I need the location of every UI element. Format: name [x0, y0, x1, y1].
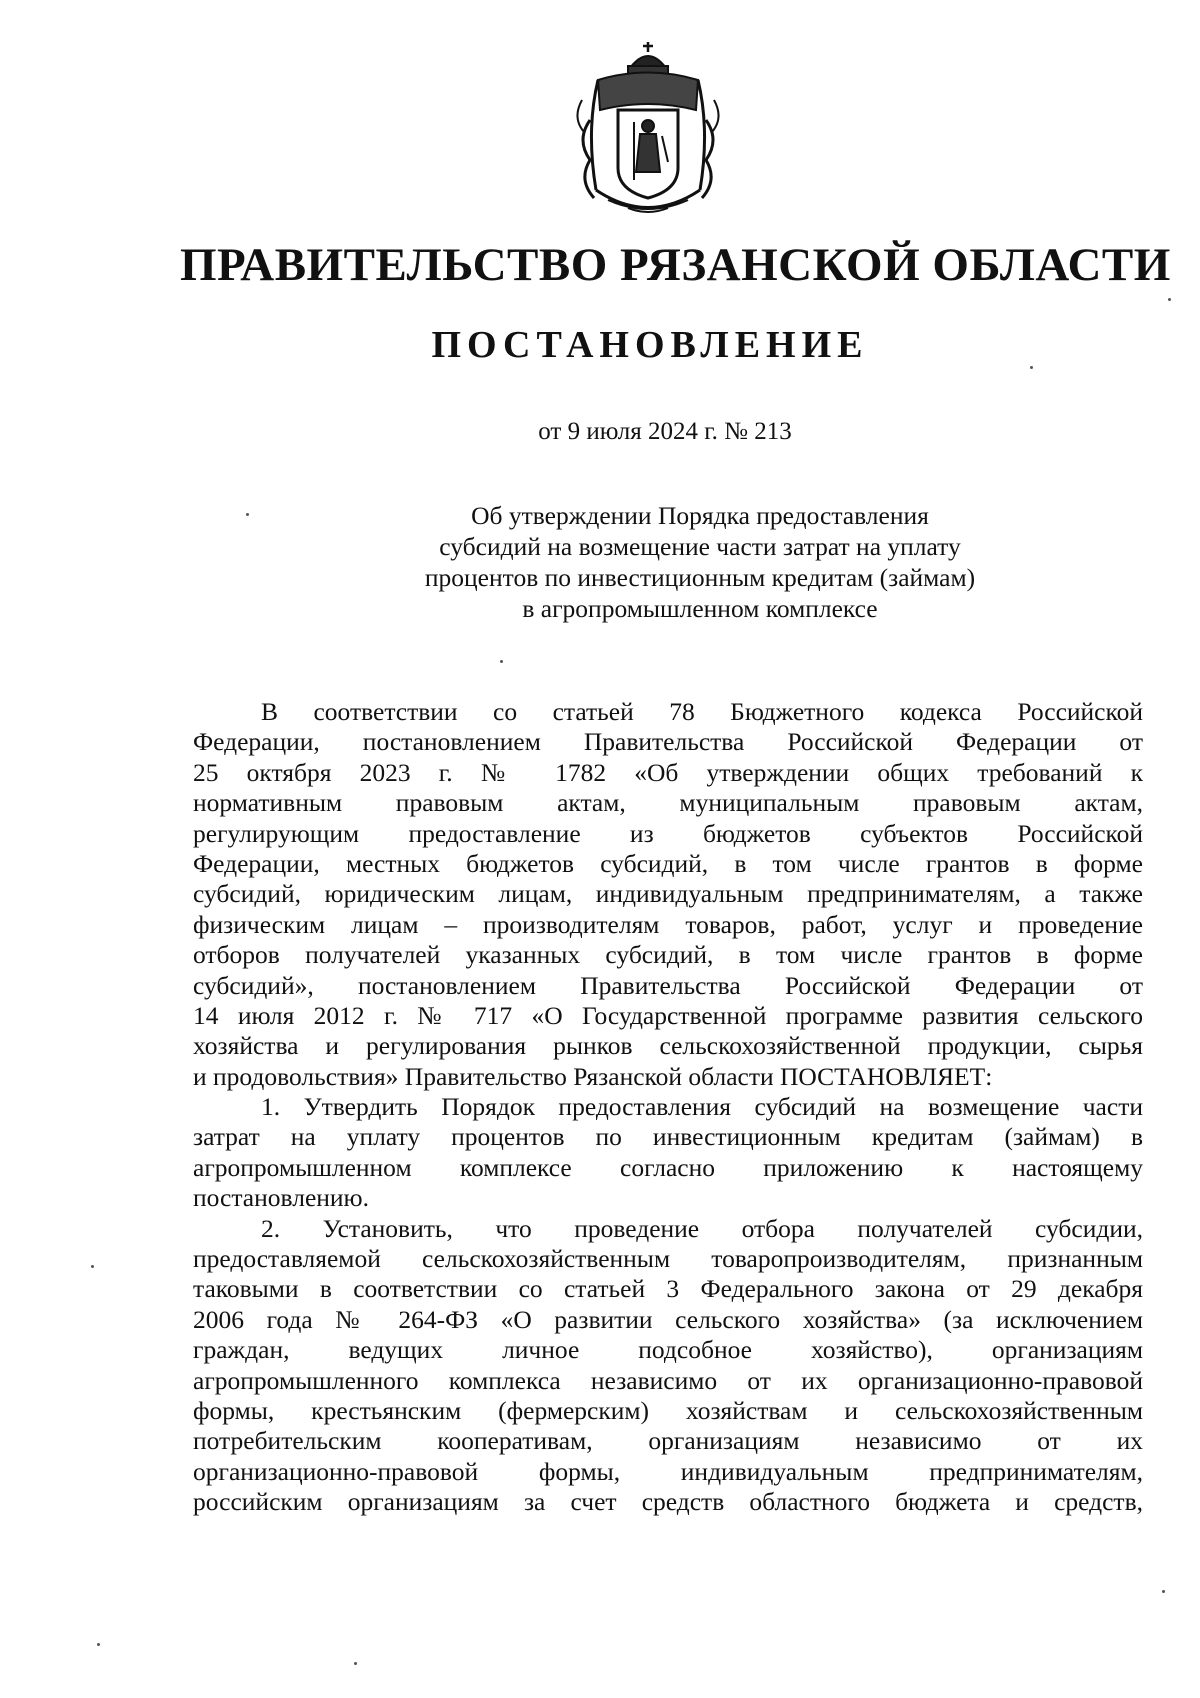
body-line: физическим лицам – производителям товаров, работ, услуг и проведение: [193, 909, 1143, 939]
subject-line: в агропромышленном комплексе: [522, 594, 878, 623]
body-line: организационно-правовой формы, индивидуальным предпринимателям,: [193, 1456, 1143, 1486]
document-date-number: от 9 июля 2024 г. № 213: [538, 418, 792, 445]
body-line: хозяйства и регулирования рынков сельскохозяйственной продукции, сырья: [193, 1031, 1143, 1061]
body-line: 14 июля 2012 г. № 717 «О Государственной программе развития сельского: [193, 1000, 1143, 1030]
body-line: нормативным правовым актам, муниципальным правовым актам,: [193, 788, 1143, 818]
body-line: отборов получателей указанных субсидий, в том числе грантов в форме: [193, 940, 1143, 970]
body-line: постановлению.: [193, 1183, 369, 1213]
body-line: затрат на уплату процентов по инвестиционным кредитам (займам) в: [193, 1122, 1143, 1152]
scan-speck: [1162, 1590, 1165, 1593]
body-line: 2006 года № 264-ФЗ «О развитии сельского хозяйства» (за исключением: [193, 1304, 1143, 1334]
body-line: таковыми в соответствии со статьей 3 Федерального закона от 29 декабря: [193, 1274, 1143, 1304]
body-line: агропромышленного комплекса независимо от их организационно-правовой: [193, 1365, 1143, 1395]
body-line: Федерации, постановлением Правительства Российской Федерации от: [193, 727, 1143, 757]
government-title: ПРАВИТЕЛЬСТВО РЯЗАНСКОЙ ОБЛАСТИ: [180, 239, 1171, 291]
body-line: субсидий», постановлением Правительства Российской Федерации от: [193, 970, 1143, 1000]
body-line: предоставляемой сельскохозяйственным товаропроизводителям, признанным: [193, 1244, 1143, 1274]
body-line: 1. Утвердить Порядок предоставления субсидий на возмещение части: [261, 1092, 1143, 1122]
scan-speck: [1030, 366, 1033, 369]
body-line: субсидий, юридическим лицам, индивидуальным предпринимателям, а также: [193, 879, 1143, 909]
scan-speck: [500, 660, 503, 663]
scan-speck: [97, 1643, 100, 1646]
body-line: формы, крестьянским (фермерским) хозяйствам и сельскохозяйственным: [193, 1395, 1143, 1425]
body-line: граждан, ведущих личное подсобное хозяйство), организациям: [193, 1335, 1143, 1365]
body-line: потребительским кооперативам, организациям независимо от их: [193, 1426, 1143, 1456]
body-line: российским организациям за счет средств областного бюджета и средств,: [193, 1487, 1143, 1517]
body-line: 2. Установить, что проведение отбора получателей субсидии,: [261, 1213, 1143, 1243]
document-subject: [260, 500, 1140, 624]
scan-speck: [354, 1662, 357, 1665]
document-type-heading: ПОСТАНОВЛЕНИЕ: [431, 324, 869, 366]
scan-speck: [1168, 298, 1171, 301]
document-body: [193, 697, 1143, 1518]
body-line: Федерации, местных бюджетов субсидий, в том числе грантов в форме: [193, 848, 1143, 878]
subject-line: процентов по инвестиционным кредитам (займам): [424, 563, 976, 592]
coat-of-arms-icon: [568, 40, 728, 220]
subject-line: субсидий на возмещение части затрат на уплату: [439, 532, 961, 561]
body-line: В соответствии со статьей 78 Бюджетного кодекса Российской: [261, 697, 1143, 726]
body-line: и продовольствия» Правительство Рязанской области ПОСТАНОВЛЯЕТ:: [193, 1061, 993, 1091]
body-line: 25 октября 2023 г. № 1782 «Об утверждении общих требований к: [193, 757, 1143, 787]
subject-line: Об утверждении Порядка предоставления: [471, 501, 929, 530]
scan-speck: [246, 513, 249, 516]
body-line: агропромышленном комплексе согласно приложению к настоящему: [193, 1152, 1143, 1182]
body-line: регулирующим предоставление из бюджетов субъектов Российской: [193, 818, 1143, 848]
scan-speck: [91, 1265, 94, 1268]
